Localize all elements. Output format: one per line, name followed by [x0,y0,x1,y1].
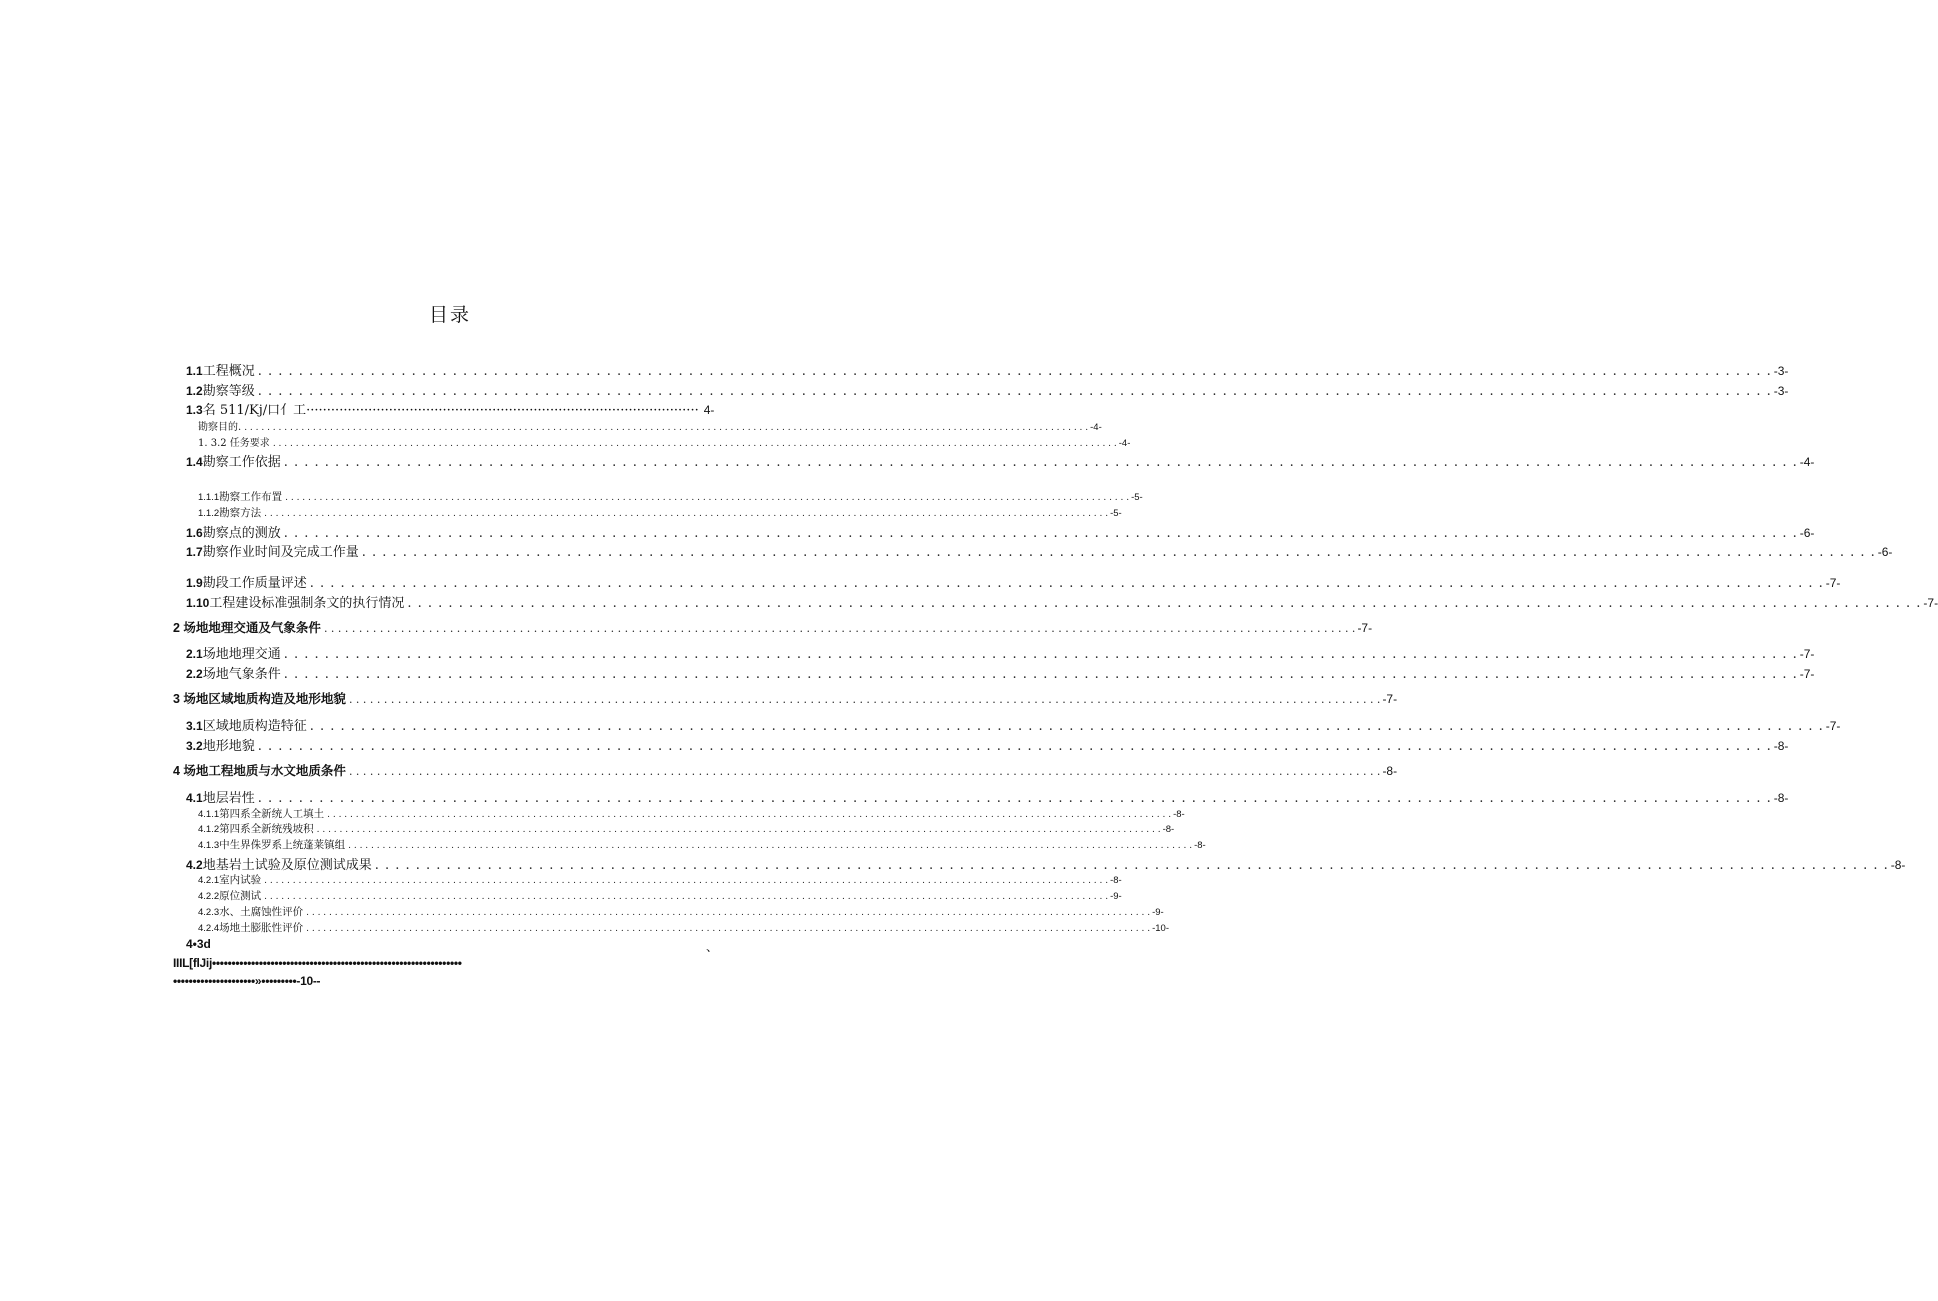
toc-leader [284,667,1798,682]
toc-leader [407,596,1921,611]
toc-entry-number: 2.1 [186,647,203,661]
toc-entry[interactable] [186,735,1789,754]
toc-entry-text: 地层岩性 [202,791,255,806]
toc-entry[interactable] [186,572,1841,591]
toc-entry-number: 4.1 [186,791,203,805]
toc-entry[interactable] [198,418,1102,433]
toc-entry-number: 1.9 [186,576,203,590]
toc-chapter[interactable] [173,761,1398,779]
toc-entry[interactable] [186,787,1789,806]
toc-entry-text: 工程概况 [202,364,255,379]
toc-entry-page: -4- [1118,438,1131,449]
toc-garbled-line: •••••••••••••••••••••»•••••••••-10-- [173,974,321,988]
toc-entry-text: 第四系全新统人工填土 [219,808,325,820]
toc-entry-number: 4.2.4 [198,923,220,934]
toc-entry-text: 名 511/Kj/口亻工······························································································· [202,403,699,418]
toc-leader [264,509,1108,519]
toc-entry-page: -5- [1110,508,1122,519]
toc-leader [284,455,1798,470]
toc-leader [258,739,1772,754]
toc-entry[interactable] [186,541,1893,560]
toc-entry-page: 4- [703,403,715,417]
toc-entry[interactable] [198,489,1143,504]
toc-leader [264,892,1108,902]
toc-entry-page: -8- [1194,840,1206,851]
toc-garbled-mark: 、 [706,940,719,954]
toc-leader [317,825,1161,835]
toc-entry-page: -8- [1773,739,1789,753]
toc-entry-page: -6- [1799,526,1815,540]
toc-entry-page: -8- [1773,791,1789,805]
toc-leader [375,858,1889,873]
toc-entry[interactable] [186,715,1841,734]
toc-entry-text: 地基岩土试验及原位测试成果 [202,858,372,873]
toc-entry-page: -3- [1773,364,1789,378]
toc-entry[interactable] [186,380,1789,399]
toc-entry-text: 勘察等级 [202,384,255,399]
toc-entry-text: 4 场地工程地质与水文地质条件 [173,764,346,778]
toc-entry-page: -5- [1131,492,1143,503]
toc-entry-number: 2.2 [186,667,203,681]
toc-leader [264,876,1108,886]
toc-entry-page: -8- [1382,764,1398,778]
toc-entry[interactable] [186,854,1906,873]
toc-entry-page: -8- [1162,824,1175,835]
toc-chapter[interactable] [173,618,1373,636]
toc-entry-page: -3- [1773,384,1789,398]
toc-entry-text: 2 场地地理交通及气象条件 [173,621,321,635]
toc-entry-number: 4.2.3 [198,907,220,918]
toc-entry-page: -8- [1173,809,1185,820]
toc-entry-page: -7- [1799,667,1815,681]
toc-entry-number: 1.10 [186,596,210,610]
toc-entry-page: -6- [1877,545,1893,559]
toc-garbled-number: 4•3d [186,937,211,951]
toc-chapter[interactable] [173,689,1398,707]
toc-entry-page: -7- [1799,647,1815,661]
toc-entry[interactable] [198,837,1206,852]
toc-entry[interactable] [186,360,1789,379]
toc-entry-text: 勘察点的测放 [202,526,281,541]
toc-entry-number: 4.2.2 [198,891,220,902]
toc-entry-text: 中生界侏罗系上统蓬莱镇组 [219,839,346,851]
toc-entry-page: -9- [1152,907,1164,918]
toc-leader [306,924,1150,934]
toc-entry[interactable] [198,434,1131,449]
toc-entry-number: 1.1.1 [198,492,220,503]
toc-entry-number: 4.2 [186,858,203,872]
toc-entry[interactable] [198,904,1164,919]
toc-entry[interactable] [198,505,1122,520]
toc-leader [284,526,1798,541]
toc-entry-number: 3.2 [186,739,203,753]
toc-entry-text: 原位测试 [219,890,262,902]
toc-entry-text: 勘察工作依据 [202,455,281,470]
toc-leader [324,622,1356,635]
toc-entry-number: 1.2 [186,384,203,398]
toc-leader [349,693,1381,706]
toc-entry-page: -8- [1890,858,1906,872]
toc-entry[interactable] [198,920,1169,935]
toc-title: 目录 [428,304,471,326]
toc-entry-text: 场地气象条件 [202,667,281,682]
toc-entry-number: 4.1.2 [198,824,220,835]
toc-entry[interactable] [198,888,1122,903]
toc-entry[interactable] [186,451,1815,470]
toc-entry-page: -9- [1110,891,1122,902]
toc-leader [258,791,1772,806]
toc-entry-page: -7- [1382,692,1398,706]
toc-entry-text: 勘察工作布置 [219,491,283,503]
toc-entry-text: 第四系全新统残坡积 [219,823,314,835]
toc-leader [362,545,1876,560]
toc-leader [348,841,1192,851]
toc-leader [273,439,1117,449]
toc-entry-number: 3.1 [186,719,203,733]
toc-entry-page: -4- [1090,422,1102,433]
toc-entry-number: 4.1.3 [198,840,220,851]
toc-entry-page: -7- [1825,719,1841,733]
toc-entry[interactable] [186,522,1815,541]
toc-entry-page: -7- [1357,621,1373,635]
toc-entry-number: 1.4 [186,455,203,469]
toc-entry-text: 室内试验 [219,874,262,886]
toc-leader [258,364,1772,379]
toc-entry-text: 3 场地区域地质构造及地形地貌 [173,692,346,706]
toc-entry-page: -7- [1825,576,1841,590]
toc-entry-number: 4.1.1 [198,809,220,820]
toc-leader [310,719,1824,734]
toc-entry-text: 勘察目的. [198,422,242,433]
toc-entry[interactable] [198,806,1185,821]
toc-entry-text: 1. 3.2 任务要求 [198,438,270,449]
toc-entry-text: 水、土腐蚀性评价 [219,906,304,918]
toc-entry-number: 1.6 [186,526,203,540]
toc-entry[interactable] [186,663,1815,682]
toc-entry-text: 地形地貌 [202,739,255,754]
toc-leader [258,384,1772,399]
toc-entry-number: 1.3 [186,403,203,417]
toc-entry-text: 工程建设标准强制条文的执行情况 [209,596,405,611]
toc-entry-text: 区域地质构造特征 [202,719,307,734]
toc-entry[interactable] [198,872,1122,887]
toc-leader [284,647,1798,662]
toc-leader [306,908,1150,918]
toc-entry-number: 1.1 [186,364,203,378]
toc-entry-page: -10- [1152,923,1169,934]
toc-leader [244,423,1088,433]
toc-entry-text: 勘段工作质量评述 [202,576,307,591]
toc-entry-text: 勘察作业时间及完成工作量 [202,545,359,560]
toc-leader [310,576,1824,591]
toc-entry-number: 1.1.2 [198,508,220,519]
toc-entry-number: 4.2.1 [198,875,220,886]
toc-entry[interactable] [186,643,1815,662]
toc-leader [327,810,1171,820]
toc-leader [349,765,1381,778]
toc-entry-number: 1.7 [186,545,203,559]
toc-entry-page: -4- [1799,455,1815,469]
toc-entry-page: -8- [1110,875,1122,886]
toc-garbled-line: IIIL[flJij•••••••••••••••••••••••••••••••••••••••••••••••••••••••••••••••• [173,956,462,970]
toc-entry-text: 场地地理交通 [202,647,281,662]
toc-leader [285,493,1129,503]
toc-entry[interactable] [186,592,1938,611]
toc-entry[interactable] [186,399,715,418]
toc-entry-page: -7- [1923,596,1938,610]
toc-entry-text: 场地土膨胀性评价 [219,922,304,934]
toc-entry-text: 勘察方法 [219,507,262,519]
toc-entry[interactable] [198,821,1175,836]
